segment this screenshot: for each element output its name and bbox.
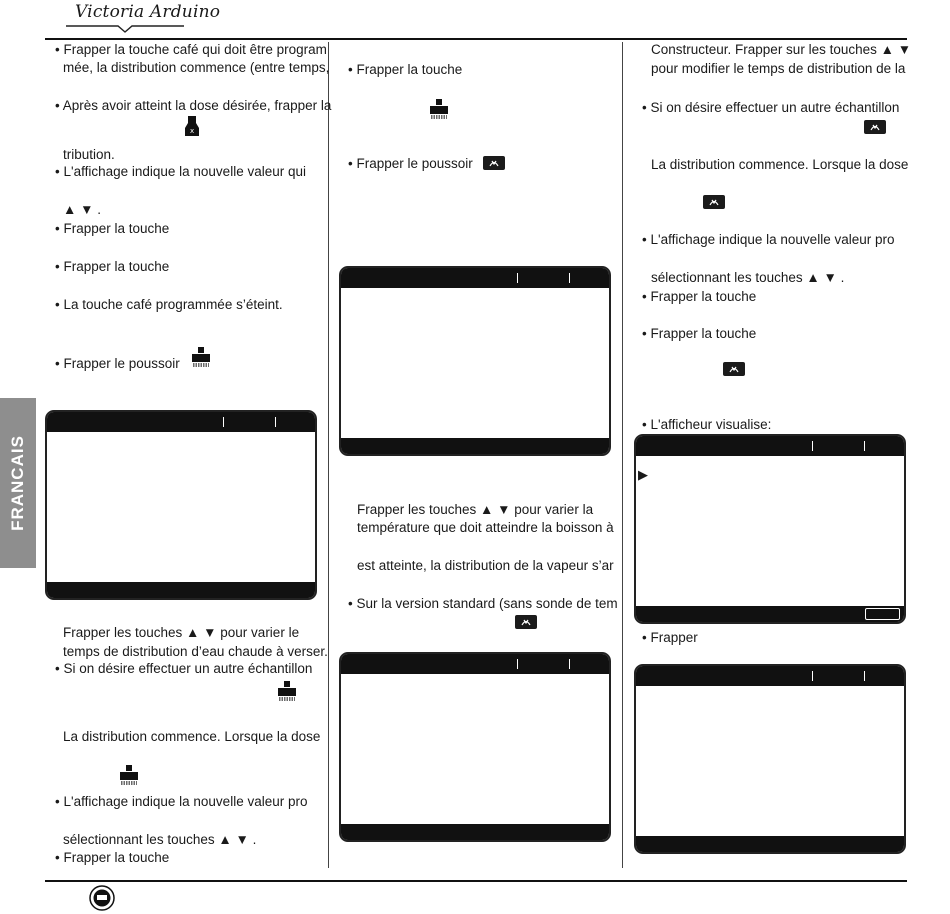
display-screen [339,652,611,842]
cup-icon [184,115,200,137]
steam-icon [515,615,537,629]
column-divider [622,42,623,868]
text-line: Frapper les touches ▲ ▼ pour varier la [357,502,594,517]
text-line: • La touche café programmée s’éteint. [55,297,283,312]
display-bottom-bar [636,606,904,622]
group-head-icon [118,764,140,786]
display-top-bar [341,654,609,674]
group-head-icon [276,680,298,702]
text-line: • L'affichage indique la nouvelle valeur qui [55,164,306,179]
text-line: pour modifier le temps de distribution de la [651,61,906,76]
text-line: • L'affichage indique la nouvelle valeur pro [642,232,895,247]
simonelli-seal-icon [88,885,116,912]
display-top-bar [47,412,315,432]
text-line: La distribution commence. Lorsque la dose [651,157,909,172]
selection-arrow-icon: ▶ [638,467,648,482]
text-line: Constructeur. Frapper sur les touches ▲ ▼ [651,42,912,57]
svg-text:x: x [190,127,195,135]
text-line: • Frapper la touche [642,289,757,304]
text-line: • Frapper la touche café qui doit être program [55,42,327,57]
text-line: • Frapper le poussoir [348,156,473,171]
text-line: mée, la distribution commence (entre temps, [63,60,330,75]
text-line: • Frapper le poussoir [55,356,180,371]
text-line: La distribution commence. Lorsque la dose [63,729,321,744]
header-rule [45,38,907,40]
steam-icon [864,120,886,134]
text-line: température que doit atteindre la boisson à [357,520,614,535]
text-line: • Frapper la touche [642,326,757,341]
column-divider [328,42,329,868]
display-top-bar [636,666,904,686]
text-line: • Frapper la touche [348,62,463,77]
text-line: Frapper les touches ▲ ▼ pour varier le [63,625,300,640]
display-bottom-bar [636,836,904,852]
display-screen [339,266,611,456]
display-bottom-bar [341,824,609,840]
text-line: • Sur la version standard (sans sonde de tem [348,596,618,611]
text-line: • L'affichage indique la nouvelle valeur pro [55,794,308,809]
text-line: • Frapper la touche [55,850,170,865]
display-bottom-bar [47,582,315,598]
group-head-icon [428,98,450,120]
steam-icon [703,195,725,209]
language-tab-label: FRANCAIS [8,435,27,531]
text-line: • Si on désire effectuer un autre échantillon [55,661,313,676]
text-line: • Après avoir atteint la dose désirée, frapper la [55,98,332,113]
text-line: • Frapper la touche [55,259,170,274]
text-line: • L'afficheur visualise: [642,417,772,432]
display-screen [45,410,317,600]
steam-icon [483,156,505,170]
confirm-box [865,608,900,620]
display-screen [634,434,906,624]
text-line: sélectionnant les touches ▲ ▼ . [651,270,845,285]
logo-swoosh [66,25,184,33]
group-head-icon [190,346,212,368]
display-screen [634,664,906,854]
steam-icon [723,362,745,376]
text-line: • Frapper [642,630,698,645]
display-bottom-bar [341,438,609,454]
footer-rule [45,880,907,882]
text-line: • Frapper la touche [55,221,170,236]
brand-logo: Victoria Arduino [75,2,221,22]
text-line: • Si on désire effectuer un autre échantillon [642,100,900,115]
text-line: tribution. [63,147,115,162]
text-line: est atteinte, la distribution de la vapeur s’ar [357,558,614,573]
display-top-bar [341,268,609,288]
text-line: temps de distribution d’eau chaude à verser. [63,644,328,659]
display-top-bar [636,436,904,456]
text-line: ▲ ▼ . [63,202,101,217]
text-line: sélectionnant les touches ▲ ▼ . [63,832,257,847]
language-tab [0,398,36,568]
